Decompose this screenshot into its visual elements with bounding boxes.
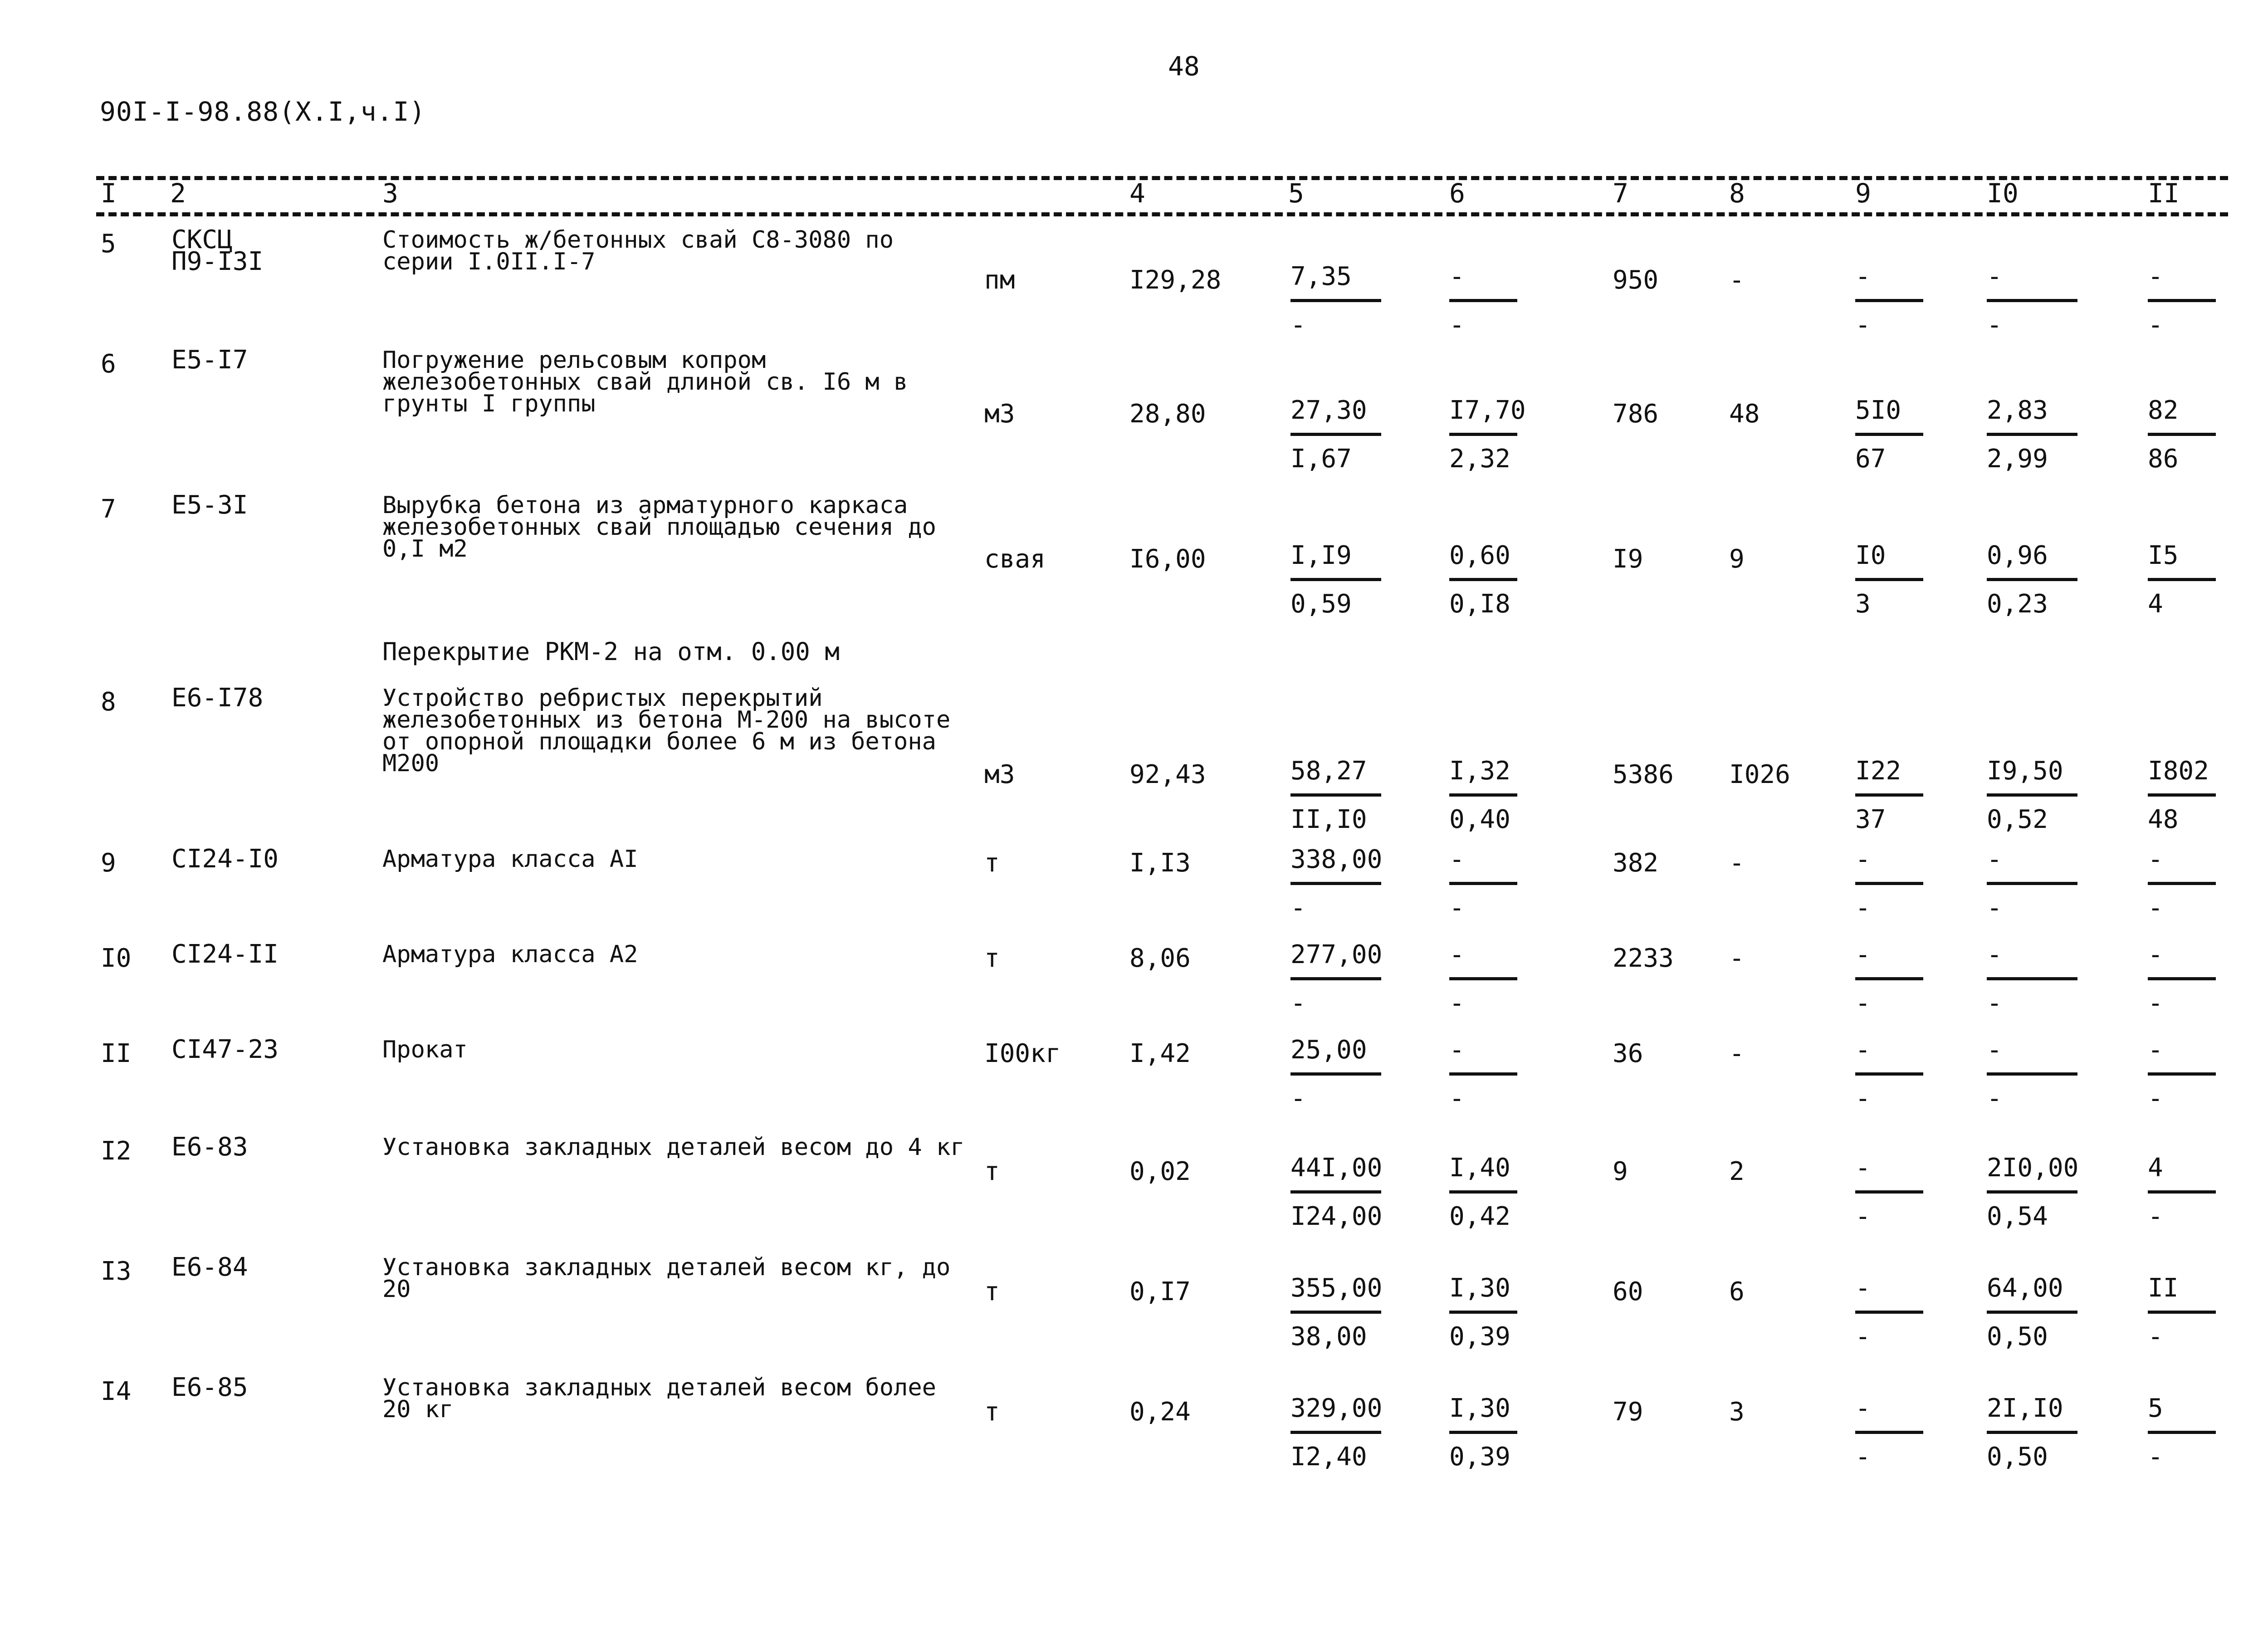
fraction-c9: [1855, 540, 1923, 620]
row-code-line: Е6-85: [171, 1373, 248, 1402]
fraction-bar: [1855, 433, 1923, 436]
row-unit: м3: [984, 399, 1015, 429]
fraction-denominator: -: [1987, 310, 2002, 340]
row-code: [171, 225, 264, 276]
row-unit: пм: [984, 265, 1015, 295]
fraction-bar: [2148, 793, 2216, 797]
fraction-c11: [2148, 1152, 2216, 1233]
row-code-line: СI47-23: [171, 1035, 279, 1064]
fraction-denominator: -: [2148, 1202, 2163, 1231]
document-code: 90I-I-98.88(X.I,ч.I): [100, 96, 426, 127]
row-quantity: 28,80: [1129, 399, 1206, 429]
row-col8: -: [1729, 848, 1745, 878]
column-header: I0: [1987, 178, 2019, 209]
fraction-denominator: 38,00: [1290, 1322, 1367, 1351]
column-header: 3: [382, 178, 398, 209]
row-code: [171, 1252, 248, 1282]
fraction-denominator: I24,00: [1290, 1202, 1383, 1231]
row-description: Погружение рельсовым копром железобетонных свай длиной св. I6 м в грунты I группы: [382, 347, 908, 417]
fraction-numerator: 2,83: [1987, 396, 2048, 425]
fraction-numerator: 7,35: [1290, 262, 1352, 291]
fraction-denominator: 48: [2148, 805, 2179, 834]
fraction-denominator: -: [2148, 988, 2163, 1018]
row-unit: м3: [984, 760, 1015, 789]
fraction-c10: [1987, 1272, 2077, 1353]
fraction-c9: [1855, 844, 1923, 924]
fraction-denominator: -: [1449, 988, 1465, 1018]
fraction-numerator: -: [2148, 262, 2163, 291]
fraction-bar: [2148, 1072, 2216, 1076]
row-col7: 36: [1613, 1039, 1643, 1068]
row-description: Установка закладных деталей весом кг, до 20: [382, 1254, 951, 1303]
fraction-c5: [1290, 261, 1381, 341]
header-rule-bottom: [96, 212, 2228, 216]
fraction-bar: [1987, 1072, 2077, 1076]
row-number: 6: [101, 349, 116, 379]
row-number: 8: [101, 687, 116, 717]
fraction-denominator: -: [2148, 893, 2163, 923]
fraction-numerator: I5: [2148, 541, 2179, 570]
row-code-line: Е6-83: [171, 1132, 248, 1162]
fraction-denominator: 0,42: [1449, 1202, 1510, 1231]
row-quantity: 0,02: [1129, 1157, 1191, 1186]
fraction-numerator: I,30: [1449, 1394, 1510, 1423]
fraction-denominator: -: [1290, 988, 1306, 1018]
fraction-bar: [1449, 1431, 1517, 1434]
page-number: 48: [1168, 51, 1200, 82]
fraction-numerator: 355,00: [1290, 1273, 1383, 1303]
fraction-denominator: 37: [1855, 805, 1886, 834]
row-code: [171, 345, 248, 375]
row-quantity: I,I3: [1129, 848, 1191, 878]
fraction-bar: [2148, 433, 2216, 436]
fraction-numerator: -: [2148, 940, 2163, 969]
fraction-c11: [2148, 844, 2216, 924]
fraction-numerator: I0: [1855, 541, 1886, 570]
fraction-bar: [1855, 1072, 1923, 1076]
row-code-line: СI24-I0: [171, 844, 279, 874]
fraction-numerator: -: [1449, 845, 1465, 874]
fraction-denominator: -: [1290, 893, 1306, 923]
fraction-numerator: 27,30: [1290, 396, 1367, 425]
fraction-bar: [1987, 1431, 2077, 1434]
fraction-bar: [1855, 1190, 1923, 1194]
fraction-bar: [1449, 433, 1517, 436]
fraction-denominator: 0,39: [1449, 1442, 1510, 1472]
row-col7: 382: [1613, 848, 1659, 878]
fraction-numerator: 44I,00: [1290, 1153, 1383, 1183]
fraction-c10: [1987, 1152, 2078, 1233]
row-quantity: 8,06: [1129, 944, 1191, 973]
row-description: Стоимость ж/бетонных свай С8-3080 по серии I.0II.I-7: [382, 226, 894, 275]
fraction-c6: [1449, 755, 1517, 836]
fraction-numerator: I,30: [1449, 1273, 1510, 1303]
fraction-bar: [1290, 1190, 1381, 1194]
fraction-bar: [1855, 1311, 1923, 1314]
fraction-numerator: -: [1855, 1035, 1871, 1065]
fraction-bar: [1987, 1311, 2077, 1314]
row-unit: свая: [984, 544, 1046, 574]
fraction-bar: [1449, 1311, 1517, 1314]
fraction-c6: [1449, 844, 1517, 924]
fraction-denominator: -: [1855, 893, 1871, 923]
header-rule-top: [96, 176, 2228, 180]
fraction-bar: [1290, 1311, 1381, 1314]
fraction-bar: [1987, 977, 2077, 980]
fraction-denominator: -: [2148, 310, 2163, 340]
row-description: Прокат: [382, 1036, 468, 1063]
fraction-denominator: 0,52: [1987, 805, 2048, 834]
fraction-numerator: -: [1855, 1273, 1871, 1303]
fraction-numerator: I,32: [1449, 756, 1510, 786]
fraction-numerator: -: [1987, 262, 2002, 291]
fraction-c9: [1855, 1393, 1923, 1473]
row-unit: т: [984, 1157, 1000, 1186]
fraction-numerator: I,I9: [1290, 541, 1352, 570]
fraction-bar: [1290, 578, 1381, 581]
fraction-numerator: 0,60: [1449, 541, 1510, 570]
row-quantity: I,42: [1129, 1039, 1191, 1068]
row-code-line: СКСЦ: [171, 225, 233, 254]
fraction-c11: [2148, 540, 2216, 620]
row-code: [171, 844, 279, 874]
column-header: 2: [170, 178, 186, 209]
fraction-numerator: 2I0,00: [1987, 1153, 2079, 1183]
fraction-denominator: -: [1987, 988, 2002, 1018]
fraction-numerator: -: [1449, 940, 1465, 969]
row-code: [171, 490, 248, 520]
fraction-c9: [1855, 1034, 1923, 1115]
fraction-numerator: -: [2148, 845, 2163, 874]
fraction-denominator: II,I0: [1290, 805, 1367, 834]
fraction-bar: [1290, 299, 1381, 302]
fraction-denominator: -: [1855, 1084, 1871, 1113]
fraction-bar: [1855, 1431, 1923, 1434]
fraction-bar: [2148, 299, 2216, 302]
fraction-numerator: -: [2148, 1035, 2163, 1065]
fraction-denominator: -: [1449, 893, 1465, 923]
fraction-bar: [1449, 882, 1517, 885]
fraction-c10: [1987, 540, 2077, 620]
row-unit: т: [984, 1397, 1000, 1427]
fraction-c11: [2148, 1034, 2216, 1115]
row-code-line: П9-I3I: [171, 247, 264, 276]
row-description: Вырубка бетона из арматурного каркаса железобетонных свай площадью сечения до 0,I м2: [382, 492, 936, 563]
column-header: 8: [1729, 178, 1745, 209]
fraction-c6: [1449, 939, 1517, 1019]
fraction-c10: [1987, 395, 2077, 475]
column-header: 7: [1613, 178, 1628, 209]
fraction-denominator: -: [2148, 1084, 2163, 1113]
fraction-c10: [1987, 261, 2077, 341]
row-quantity: 0,24: [1129, 1397, 1191, 1427]
fraction-bar: [1987, 793, 2077, 797]
fraction-numerator: -: [1855, 1153, 1871, 1183]
fraction-c11: [2148, 1272, 2216, 1353]
row-number: I3: [101, 1257, 132, 1286]
row-description: Арматура класса АI: [382, 846, 638, 873]
row-col8: 3: [1729, 1397, 1745, 1427]
fraction-bar: [1855, 578, 1923, 581]
fraction-bar: [1290, 793, 1381, 797]
fraction-c5: [1290, 1393, 1382, 1473]
column-header: II: [2148, 178, 2180, 209]
fraction-numerator: 58,27: [1290, 756, 1367, 786]
fraction-numerator: 277,00: [1290, 940, 1383, 969]
fraction-c5: [1290, 939, 1382, 1019]
fraction-numerator: I7,70: [1449, 396, 1526, 425]
fraction-c9: [1855, 395, 1923, 475]
fraction-bar: [1987, 578, 2077, 581]
row-col7: 60: [1613, 1277, 1643, 1306]
fraction-denominator: -: [1855, 1322, 1871, 1351]
fraction-bar: [2148, 1190, 2216, 1194]
fraction-denominator: 0,59: [1290, 589, 1352, 619]
fraction-c11: [2148, 261, 2216, 341]
fraction-denominator: 86: [2148, 444, 2179, 474]
column-header: 9: [1855, 178, 1871, 209]
fraction-numerator: 4: [2148, 1153, 2163, 1183]
fraction-numerator: -: [1449, 262, 1465, 291]
fraction-denominator: 0,40: [1449, 805, 1510, 834]
fraction-bar: [1449, 1190, 1517, 1194]
fraction-numerator: -: [1987, 845, 2002, 874]
row-col7: I9: [1613, 544, 1643, 574]
fraction-denominator: -: [2148, 1442, 2163, 1472]
fraction-c6: [1449, 1272, 1517, 1353]
fraction-denominator: I,67: [1290, 444, 1352, 474]
fraction-c11: [2148, 939, 2216, 1019]
row-number: 7: [101, 494, 116, 524]
fraction-denominator: 2,99: [1987, 444, 2048, 474]
fraction-c5: [1290, 1152, 1382, 1233]
fraction-c9: [1855, 1152, 1923, 1233]
fraction-numerator: -: [1855, 1394, 1871, 1423]
row-description: Установка закладных деталей весом до 4 кг: [382, 1134, 965, 1161]
row-code: [171, 939, 279, 969]
fraction-c6: [1449, 540, 1517, 620]
fraction-denominator: 0,50: [1987, 1442, 2048, 1472]
fraction-denominator: -: [1449, 310, 1465, 340]
fraction-bar: [1987, 882, 2077, 885]
row-col8: -: [1729, 944, 1745, 973]
row-col8: 9: [1729, 544, 1745, 574]
fraction-c6: [1449, 1393, 1517, 1473]
fraction-numerator: I,40: [1449, 1153, 1510, 1183]
column-header: I: [101, 178, 117, 209]
fraction-numerator: -: [1987, 940, 2002, 969]
fraction-bar: [1855, 882, 1923, 885]
fraction-bar: [1449, 1072, 1517, 1076]
fraction-numerator: 329,00: [1290, 1394, 1383, 1423]
row-col8: I026: [1729, 760, 1790, 789]
fraction-denominator: -: [1987, 1084, 2002, 1113]
fraction-c5: [1290, 1034, 1381, 1115]
fraction-numerator: 0,96: [1987, 541, 2048, 570]
row-quantity: I29,28: [1129, 265, 1222, 295]
row-description: Устройство ребристых перекрытий железобетонных из бетона М-200 на высоте от опорной площадки более 6 м из бетона М200: [382, 685, 951, 777]
fraction-numerator: I802: [2148, 756, 2209, 786]
row-code-line: Е5-I7: [171, 345, 248, 375]
column-header: 4: [1129, 178, 1145, 209]
fraction-numerator: -: [1855, 845, 1871, 874]
fraction-bar: [1449, 578, 1517, 581]
fraction-denominator: -: [1290, 310, 1306, 340]
fraction-denominator: 0,23: [1987, 589, 2048, 619]
fraction-numerator: 5: [2148, 1394, 2163, 1423]
fraction-numerator: 2I,I0: [1987, 1394, 2063, 1423]
fraction-bar: [1290, 433, 1381, 436]
fraction-denominator: 0,I8: [1449, 589, 1510, 619]
section-title: Перекрытие РКМ-2 на отм. 0.00 м: [382, 637, 840, 666]
row-col7: 5386: [1613, 760, 1674, 789]
fraction-numerator: I22: [1855, 756, 1901, 786]
row-number: I2: [101, 1136, 132, 1166]
fraction-c9: [1855, 939, 1923, 1019]
fraction-c6: [1449, 1152, 1517, 1233]
fraction-bar: [1290, 1072, 1381, 1076]
fraction-bar: [2148, 578, 2216, 581]
fraction-bar: [1449, 977, 1517, 980]
row-code-line: Е6-84: [171, 1252, 248, 1282]
fraction-c11: [2148, 755, 2216, 836]
fraction-denominator: -: [1987, 893, 2002, 923]
row-number: II: [101, 1039, 132, 1068]
fraction-bar: [2148, 1431, 2216, 1434]
fraction-denominator: -: [1855, 1442, 1871, 1472]
row-description: Установка закладных деталей весом более 20 кг: [382, 1374, 936, 1423]
fraction-c5: [1290, 540, 1381, 620]
row-description: Арматура класса А2: [382, 941, 638, 968]
fraction-c9: [1855, 1272, 1923, 1353]
fraction-denominator: -: [2148, 1322, 2163, 1351]
row-col7: 79: [1613, 1397, 1643, 1427]
fraction-denominator: -: [1449, 1084, 1465, 1113]
fraction-bar: [2148, 882, 2216, 885]
fraction-denominator: -: [1290, 1084, 1306, 1113]
row-number: 9: [101, 848, 116, 878]
row-unit: т: [984, 1277, 1000, 1306]
fraction-c9: [1855, 261, 1923, 341]
row-unit: т: [984, 848, 1000, 878]
fraction-denominator: 4: [2148, 589, 2163, 619]
fraction-c5: [1290, 844, 1382, 924]
fraction-numerator: -: [1987, 1035, 2002, 1065]
column-header: 5: [1288, 178, 1304, 209]
fraction-bar: [1987, 1190, 2077, 1194]
fraction-c9: [1855, 755, 1923, 836]
row-col7: 786: [1613, 399, 1659, 429]
row-number: 5: [101, 229, 116, 259]
fraction-denominator: 0,54: [1987, 1202, 2048, 1231]
fraction-bar: [2148, 1311, 2216, 1314]
fraction-numerator: 338,00: [1290, 845, 1383, 874]
fraction-numerator: 82: [2148, 396, 2179, 425]
fraction-c5: [1290, 1272, 1382, 1353]
row-code-line: Е6-I78: [171, 683, 264, 713]
row-code: [171, 1035, 279, 1064]
fraction-bar: [1290, 1431, 1381, 1434]
fraction-c11: [2148, 1393, 2216, 1473]
fraction-c6: [1449, 1034, 1517, 1115]
row-col8: -: [1729, 1039, 1745, 1068]
row-col7: 9: [1613, 1157, 1628, 1186]
fraction-bar: [1449, 793, 1517, 797]
fraction-c6: [1449, 395, 1526, 475]
row-unit: т: [984, 944, 1000, 973]
fraction-c10: [1987, 755, 2077, 836]
row-col7: 950: [1613, 265, 1659, 295]
fraction-bar: [2148, 977, 2216, 980]
row-code: [171, 1373, 248, 1402]
fraction-numerator: -: [1855, 940, 1871, 969]
row-code-line: СI24-II: [171, 939, 279, 969]
fraction-numerator: 25,00: [1290, 1035, 1367, 1065]
fraction-numerator: 64,00: [1987, 1273, 2063, 1303]
fraction-bar: [1855, 977, 1923, 980]
row-col7: 2233: [1613, 944, 1674, 973]
fraction-c10: [1987, 939, 2077, 1019]
fraction-bar: [1855, 793, 1923, 797]
row-code-line: Е5-3I: [171, 490, 248, 520]
row-unit: I00кг: [984, 1039, 1061, 1068]
fraction-bar: [1855, 299, 1923, 302]
row-number: I4: [101, 1377, 132, 1406]
row-number: I0: [101, 944, 132, 973]
row-quantity: I6,00: [1129, 544, 1206, 574]
fraction-c10: [1987, 1393, 2077, 1473]
fraction-c11: [2148, 395, 2216, 475]
fraction-bar: [1290, 882, 1381, 885]
fraction-denominator: 3: [1855, 589, 1871, 619]
row-code: [171, 1132, 248, 1162]
fraction-numerator: II: [2148, 1273, 2179, 1303]
fraction-numerator: -: [1855, 262, 1871, 291]
row-code: [171, 683, 264, 713]
column-header: 6: [1449, 178, 1465, 209]
fraction-c5: [1290, 755, 1381, 836]
fraction-bar: [1987, 433, 2077, 436]
fraction-denominator: 0,39: [1449, 1322, 1510, 1351]
fraction-denominator: -: [1855, 988, 1871, 1018]
fraction-c6: [1449, 261, 1517, 341]
fraction-c10: [1987, 1034, 2077, 1115]
fraction-denominator: 67: [1855, 444, 1886, 474]
fraction-denominator: 0,50: [1987, 1322, 2048, 1351]
fraction-denominator: -: [1855, 1202, 1871, 1231]
row-col8: -: [1729, 265, 1745, 295]
fraction-denominator: 2,32: [1449, 444, 1510, 474]
row-quantity: 92,43: [1129, 760, 1206, 789]
fraction-numerator: I9,50: [1987, 756, 2063, 786]
fraction-numerator: -: [1449, 1035, 1465, 1065]
row-quantity: 0,I7: [1129, 1277, 1191, 1306]
fraction-bar: [1290, 977, 1381, 980]
fraction-numerator: 5I0: [1855, 396, 1901, 425]
row-col8: 6: [1729, 1277, 1745, 1306]
fraction-bar: [1987, 299, 2077, 302]
row-col8: 48: [1729, 399, 1760, 429]
row-col8: 2: [1729, 1157, 1745, 1186]
fraction-bar: [1449, 299, 1517, 302]
fraction-denominator: -: [1855, 310, 1871, 340]
fraction-denominator: I2,40: [1290, 1442, 1367, 1472]
fraction-c10: [1987, 844, 2077, 924]
fraction-c5: [1290, 395, 1381, 475]
